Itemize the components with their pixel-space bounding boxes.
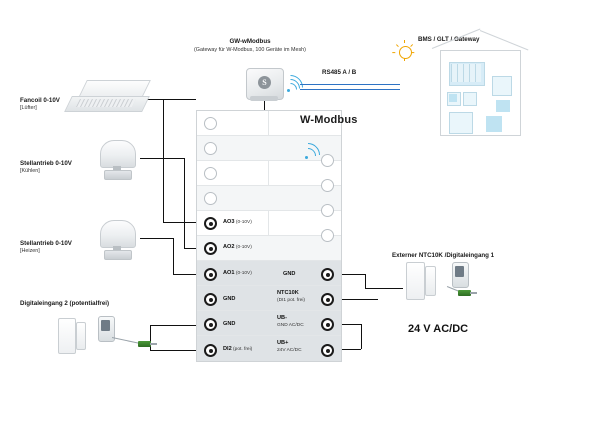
terminal-port-empty[interactable]	[321, 204, 334, 217]
terminal-label-gnd-right: GND	[283, 271, 296, 277]
wire-kuehlen-v	[184, 158, 185, 248]
wire-gnd-right-v	[365, 274, 366, 288]
di2-sensor-display	[101, 320, 110, 331]
sun-ray	[396, 44, 399, 47]
wire-fancoil-ao3-h	[144, 99, 196, 100]
terminal-row	[197, 261, 341, 286]
building-outline-right	[520, 50, 521, 135]
rs485-label: RS485 A / B	[322, 69, 357, 76]
sun-ray	[404, 58, 405, 61]
terminal-port-empty[interactable]	[204, 117, 217, 130]
terminal-row	[197, 286, 341, 311]
wire-kuehlen-h	[140, 158, 184, 159]
ntc-contact-magnet	[425, 266, 436, 296]
wire-gnd-to-sensor	[365, 288, 403, 289]
terminal-port-gnd-right[interactable]	[321, 268, 334, 281]
actuator-heating-label: Stellantrieb 0-10V	[20, 240, 72, 247]
building-corner	[440, 50, 441, 51]
actuator-cooling-label: Stellantrieb 0-10V	[20, 160, 72, 167]
terminal-port-empty[interactable]	[321, 154, 334, 167]
terminal-row	[197, 236, 341, 261]
terminal-row	[197, 186, 341, 211]
actuator-cooling-base	[104, 170, 132, 180]
terminal-port-ntc10k[interactable]	[321, 293, 334, 306]
terminal-label-ao1: AO1 (0-10V)	[223, 270, 252, 276]
building-outline-top	[440, 50, 521, 51]
window-contact-body	[58, 318, 76, 354]
terminal-label-di2: DI2 (pot. frei)	[223, 346, 253, 352]
wmodbus-heading: W-Modbus	[300, 114, 358, 126]
terminal-port-ub-minus[interactable]	[321, 318, 334, 331]
building-unit	[496, 100, 510, 112]
gateway-title: GW-wModbus	[229, 38, 271, 45]
di2-sensor-plug-pin	[150, 343, 157, 345]
fancoil-label: Fancoil 0-10V	[20, 97, 60, 104]
terminal-port-empty[interactable]	[204, 192, 217, 205]
bms-label: BMS / GLT / Gateway	[418, 36, 480, 43]
terminal-port-empty[interactable]	[321, 229, 334, 242]
building-window	[463, 92, 477, 106]
terminal-port-gnd-1[interactable]	[204, 293, 217, 306]
terminal-block	[196, 110, 342, 362]
terminal-label-ao3: AO3 (0-10V)	[223, 219, 252, 225]
solar-panel-grid	[451, 64, 481, 82]
building-roof-right	[480, 30, 529, 50]
terminal-row	[197, 211, 341, 236]
terminal-port-ao3[interactable]	[204, 217, 217, 230]
gateway-description: (Gateway für W-Modbus, 100 Geräte im Mesh)	[194, 47, 306, 53]
actuator-heating-base	[104, 250, 132, 260]
ntc10k-device-label: Externer NTC10K /Digitaleingang 1	[392, 252, 495, 259]
sun-ray	[411, 52, 414, 53]
sun-ray	[404, 40, 405, 43]
power-supply-label: 24 V AC/DC	[408, 323, 469, 335]
sun-ray	[392, 52, 395, 53]
terminal-label-ao2: AO2 (0-10V)	[223, 244, 252, 250]
terminal-row	[197, 161, 341, 186]
fancoil-grill	[76, 99, 136, 107]
gateway-logo: S	[258, 76, 271, 89]
terminal-label-gnd-1: GND	[223, 296, 236, 302]
wire-heizen-v	[173, 238, 174, 274]
actuator-cooling-sublabel: [Kühlen]	[20, 168, 40, 174]
terminal-row	[197, 311, 341, 336]
building-door	[449, 112, 473, 134]
terminal-label-ub-minus: UB- GND AC/DC	[277, 315, 304, 328]
wire-ub-link	[361, 324, 362, 349]
terminal-port-ao1[interactable]	[204, 268, 217, 281]
fancoil-sublabel: [Lüfter]	[20, 105, 37, 111]
building-room	[492, 76, 512, 96]
terminal-port-ao2[interactable]	[204, 242, 217, 255]
rs485-line-b	[300, 89, 400, 90]
terminal-label-ntc10k: NTC10K (DI1 pot. frei)	[277, 290, 305, 303]
window-contact-magnet	[76, 322, 86, 350]
rs485-line-a	[300, 84, 400, 85]
terminal-port-di2[interactable]	[204, 344, 217, 357]
building-window-pane	[449, 94, 457, 102]
terminal-port-empty[interactable]	[204, 167, 217, 180]
digital-input-2-label: Digitaleingang 2 (potentialfrei)	[20, 300, 110, 307]
ntc-contact-body	[406, 262, 425, 300]
ntc-sensor-display	[455, 266, 464, 277]
building-outline-left	[440, 50, 441, 135]
wire-heizen-h	[140, 238, 173, 239]
actuator-cooling-cap	[100, 140, 136, 168]
terminal-port-ub-plus[interactable]	[321, 344, 334, 357]
terminal-label-ub-plus: UB+ 24V AC/DC	[277, 340, 302, 353]
ntc-sensor-plug-pin	[470, 292, 477, 294]
terminal-row	[197, 336, 341, 361]
wire-gateway-to-block	[264, 101, 265, 110]
terminal-port-gnd-2[interactable]	[204, 318, 217, 331]
terminal-port-empty[interactable]	[321, 179, 334, 192]
actuator-heating-sublabel: [Heizen]	[20, 248, 40, 254]
terminal-label-gnd-2: GND	[223, 321, 236, 327]
building-outline-bottom	[440, 135, 521, 136]
actuator-heating-cap	[100, 220, 136, 248]
terminal-port-empty[interactable]	[204, 142, 217, 155]
building-box	[486, 116, 502, 132]
wire-fancoil-ao3-v	[163, 99, 164, 222]
sun-ray	[410, 44, 413, 47]
